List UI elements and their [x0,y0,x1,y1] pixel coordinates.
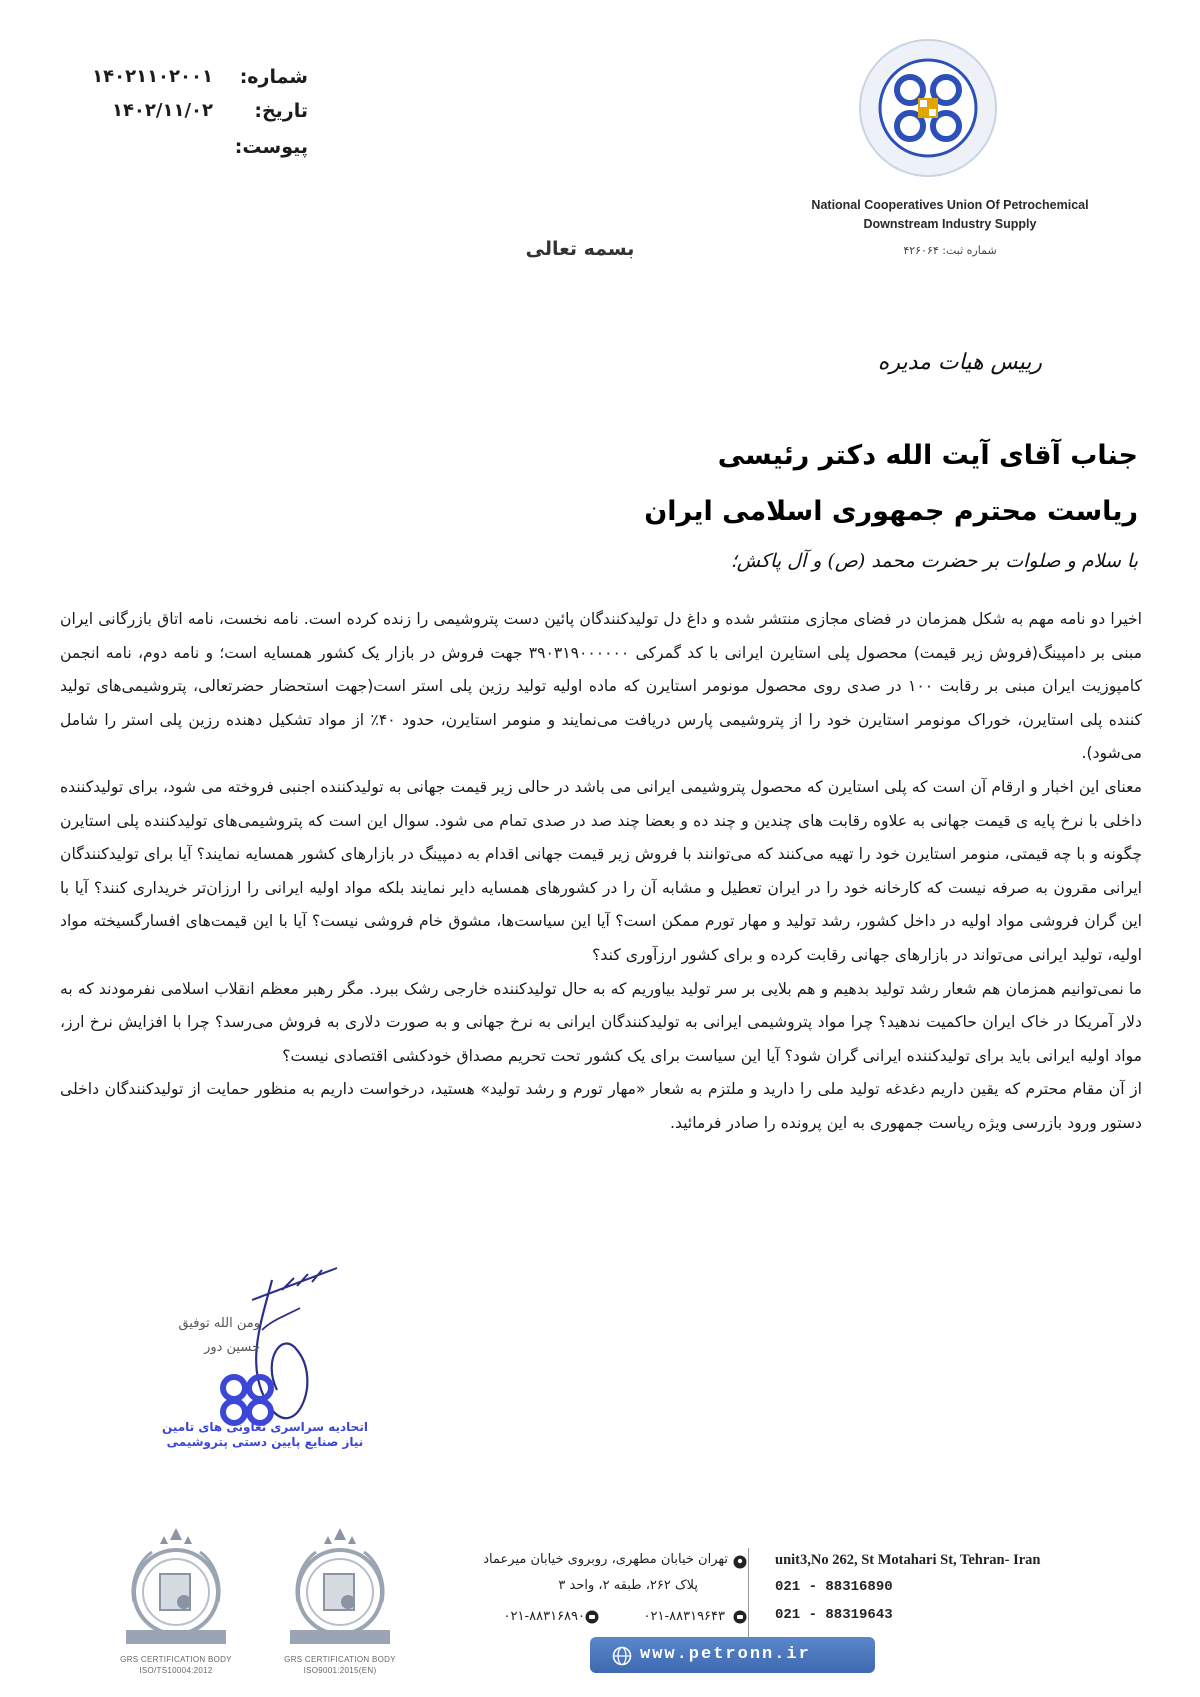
globe-icon [612,1646,632,1666]
location-pin-icon [733,1555,747,1569]
letter-number-value: ۱۴۰۲۱۱۰۲۰۰۱ [92,66,213,87]
signature-closing-text: ومن الله توفیق [178,1316,260,1331]
body-paragraph-2: معنای این اخبار و ارقام آن است که پلی استایرن که محصول پتروشیمی ایرانی می باشد در حالی زیر قیمت جهانی به تولیدکننده اجنبی فروخته می شود، برای تولیدکننده داخلی با نرخ پایه ی قیمت جهانی به علاوه رقابت های چندین و چند ده و بعضا چند صد در صدی تمام می شود. سوال این است که پتروشیمی‌های تولیدکننده پلی استایرن چگونه و با چه قیمتی، منومر استایرن خود را تهیه می‌کنند که می‌توانند با فروش زیر قیمت جهانی اقدام به دمپینگ در بازارهای کشور همسایه نمایند؟ آیا برای تولیدکنندگان ایرانی مقرون به صرفه نیست که کارخانه خود را در ایران تعطیل و مشابه آن را در کشورهای همسایه دایر نمایند بلکه مواد اولیه ایرانی را ارزان‌تر خریداری کنند؟ آیا با این گران فروشی مواد اولیه در داخل کشور، رشد تولید و مهار تورم ممکن است؟ آیا این سیاست‌ها، مشوق خام فروشی نیست؟ آیا با این قیمت‌های افسارگسیخته مواد اولیه، تولید ایرانی می‌تواند در بازارهای جهانی رقابت کرده و برای کشور ارزآوری کند؟ [60,777,1142,964]
certification-body-label: GRS CERTIFICATION BODY [120,1655,232,1664]
phone-icon [733,1610,747,1624]
letter-date-row [88,100,308,130]
address-persian-line1: تهران خیابان مطهری، روبروی خیابان میرعماد [483,1552,728,1567]
organization-stamp-text [150,1420,380,1450]
stamp-line1: اتحادیه سراسری تعاونی های تامین [162,1420,368,1434]
letter-number-row [88,66,308,96]
address-english: unit3,No 262, St Motahari St, Tehran- Iran [775,1552,1041,1568]
phone-number-english: 021 - 88319643 [775,1607,893,1623]
website-url[interactable]: www.petronn.ir [640,1645,811,1664]
recipient-name: جناب آقای آیت الله دکتر رئیسی [717,440,1138,471]
organization-name-english [760,196,1140,234]
address-persian-line2: پلاک ۲۶۲، طبقه ۲، واحد ۳ [558,1578,698,1593]
footer-divider [748,1548,749,1638]
certification-body-label: GRS CERTIFICATION BODY [284,1655,396,1664]
recipient-title: ریاست محترم جمهوری اسلامی ایران [644,496,1138,527]
iso-certification-badge [276,1522,404,1650]
registration-number: شماره ثبت: ۴۲۶۰۶۴ [903,244,997,257]
iso-certification-badge [112,1522,240,1650]
letter-date-value: ۱۴۰۲/۱۱/۰۲ [111,100,213,121]
letter-date-label: تاریخ: [254,100,308,122]
phone-icon [585,1610,599,1624]
letter-number-label: شماره: [239,66,308,88]
sender-title-handwritten: رییس هیات مدیره [877,350,1042,375]
phone-number-english: 021 - 88316890 [775,1579,893,1595]
attachment-row [88,136,308,166]
certification-standard-label: ISO/TS10004:2012 [139,1666,213,1675]
organization-logo [858,38,998,178]
phone-number-persian: ۰۲۱-۸۸۳۱۹۶۴۳ [643,1609,725,1624]
body-paragraph-3: ما نمی‌توانیم همزمان هم شعار رشد تولید بدهیم و هم بلایی بر سر تولید بیاوریم که به حال تولیدکننده خارجی رشک ببرد. مگر رهبر معظم انقلاب اسلامی نفرمودند که به دلار آمریکا در خاک ایران حاکمیت ندهید؟ چرا مواد پتروشیمی ایرانی به تولیدکنندگان ایرانی به نرخ جهانی و به صورت دلاری به فروش می‌رسد؟ چرا با افزایش نرخ ارز، مواد اولیه ایرانی باید برای تولیدکننده ایرانی گران شود؟ آیا این سیاست برای یک کشور تحت تحریم مصداق خودکشی اقتصادی نیست؟ [60,979,1142,1065]
signatory-name: حسین دور [204,1340,260,1355]
letter-body [60,603,1142,1141]
basmala-heading: بسمه تعالی [525,238,635,260]
body-paragraph-4: از آن مقام محترم که یقین داریم دغدغه تولید ملی را دارید و ملتزم به شعار «مهار تورم و رشد تولید» هستید، درخواست داریم به منظور حمایت از تولیدکنندگان داخلی دستور ورود بازرسی ویژه ریاست جمهوری به این پرونده را صادر فرمائید. [60,1080,1142,1132]
organization-name-line1: National Cooperatives Union Of Petrochemical [811,198,1089,212]
salutation: با سلام و صلوات بر حضرت محمد (ص) و آل پاکش؛ [730,550,1138,572]
certification-standard-label: ISO9001:2015(EN) [303,1666,377,1675]
stamp-line2: نیاز صنایع پایین دستی پتروشیمی [166,1435,364,1449]
phone-number-persian: ۰۲۱-۸۸۳۱۶۸۹۰ [503,1609,585,1624]
organization-name-line2: Downstream Industry Supply [863,217,1037,231]
attachment-label: پیوست: [234,136,308,158]
body-paragraph-1: اخیرا دو نامه مهم به شکل همزمان در فضای مجازی منتشر شده و داغ دل تولیدکنندگان پائین دست پتروشیمی را زنده کرده است. نامه نخست، نامه اتاق بازرگانی ایران مبنی بر دامپینگ(فروش زیر قیمت) محصول پلی استایرن ایرانی با کد گمرکی ۳۹۰۳۱۹۰۰۰۰۰۰ جهت فروش در بازار یک کشور همسایه است؛ و نامه دوم، نامه انجمن کامپوزیت ایران مبنی بر رقابت ۱۰۰ در صدی روی محصول مونومر استایرن که ماده اولیه تولید رزین پلی استر است(جهت استحضار حضرتعالی، پتروشیمی‌های تولید کننده پلی استایرن، خوراک مونومر استایرن خود را از پتروشیمی پارس دریافت می‌نمایند و منومر استایرن، حدود ۴۰٪ از مواد تشکیل دهنده رزین پلی استر را شامل می‌شود). [60,610,1142,763]
